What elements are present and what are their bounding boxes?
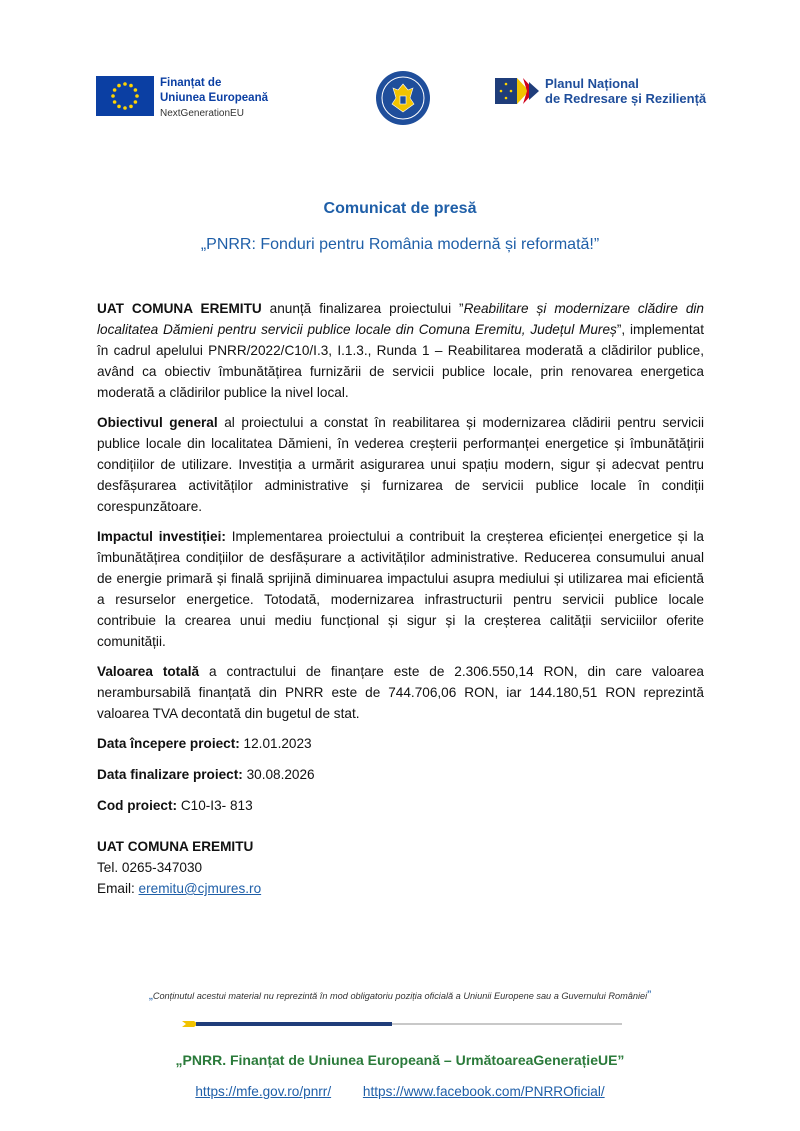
start-date-line [97, 733, 704, 754]
announcement-text-2: ”, implementat în cadrul apelului PNRR/2022/C10/I.3, I.1.3., Runda 1 – Reabilitarea moderată a clădirilor publice, având ca obiectiv îmbunătățirea furnizării de servicii publice locale, prin renovarea energetica moderată a clădirilor publice la nivel local. [97, 322, 704, 400]
objective-lead: Obiectivul general [97, 415, 218, 430]
press-release-body [97, 298, 704, 826]
end-date-line [97, 764, 704, 785]
paragraph-impact [97, 526, 704, 652]
value-text: a contractului de finanțare este de 2.306.550,14 RON, din care valoarea nerambursabilă finanțată din PNRR este de 744.706,06 RON, iar 144.180,51 RON reprezintă valoarea TVA decontată din bugetul de stat. [97, 664, 704, 721]
end-date-label: Data finalizare proiect: [97, 767, 243, 782]
contact-email-label: Email: [97, 881, 139, 896]
value-lead: Valoarea totală [97, 664, 200, 679]
end-date-value: 30.08.2026 [242, 767, 315, 782]
facebook-pnrr-link[interactable]: https://www.facebook.com/PNRROficial/ [362, 1084, 605, 1099]
footer-links [0, 1084, 800, 1099]
footer-color-bar [182, 1021, 622, 1027]
project-title: Reabilitare și modernizare clădire din localitatea Dămieni pentru servicii publice locale din Comuna Eremitu, Județul Mureș [97, 301, 704, 337]
announcement-lead: UAT COMUNA EREMITU [97, 301, 262, 316]
impact-text: Implementarea proiectului a contribuit la creșterea eficienței energetice și la îmbunătățirea condițiilor de desfășurare a activităților administrative. Reducerea consumului anual de energie primară și finală sprijină diminuarea impactului asupra mediului și utilizarea mai eficientă a resurselor energetice. Totodată, modernizarea infrastructurii pentru servicii publice locale contribuie la crearea unui mediu funcțional și sigur și la creșterea calității serviciilor oferite comunității. [97, 529, 704, 649]
romanian-government-seal-icon [375, 70, 431, 126]
start-date-label: Data începere proiect: [97, 736, 240, 751]
project-code-line [97, 795, 704, 816]
contact-block [97, 836, 261, 899]
announcement-text-1: anunță finalizarea proiectului ” [261, 301, 464, 316]
pnrr-logo [495, 76, 706, 106]
pnrr-arrow-icon [495, 76, 541, 106]
eu-logo-line3: NextGenerationEU [160, 108, 244, 119]
disclaimer-text: Conținutul acestui material nu reprezintă în mod obligatoriu poziția oficială a Uniunii Europene sau a Guvernului României [152, 991, 648, 1001]
disclaimer [0, 988, 800, 1002]
pnrr-logo-line2: de Redresare și Reziliență [545, 91, 707, 106]
eu-flag-icon [96, 76, 154, 116]
page-title: Comunicat de presă [323, 200, 477, 217]
eu-logo-line2: Uniunea Europeană [160, 92, 268, 104]
paragraph-announcement [97, 298, 704, 403]
pnrr-logo-text [545, 76, 706, 106]
logo-header [0, 68, 800, 128]
page-subtitle: „PNRR: Fonduri pentru România modernă și reformată!” [200, 236, 600, 253]
objective-text: al proiectului a constat în reabilitarea și modernizarea clădirii pentru servicii publice locale din localitatea Dămieni, în vederea creșterii performanței energetice și îmbunătățirii condițiilor de utilizare. Investiția a urmărit asigurarea unui spațiu modern, sigur și adecvat pentru desfășurarea activităților administrative și furnizarea de servicii publice locale în condiții corespunzătoare. [97, 415, 704, 514]
contact-email-link[interactable]: eremitu@cjmures.ro [138, 881, 262, 896]
contact-phone: Tel. 0265-347030 [97, 860, 203, 875]
footer-slogan: „PNRR. Finanțat de Uniunea Europeană – UrmătoareaGenerațieUE” [175, 1052, 625, 1068]
eu-logo-text [160, 76, 268, 121]
paragraph-value [97, 661, 704, 724]
contact-org: UAT COMUNA EREMITU [97, 839, 254, 854]
paragraph-objective [97, 412, 704, 517]
start-date-value: 12.01.2023 [239, 736, 312, 751]
disclaimer-close-quote: ” [647, 988, 652, 1002]
disclaimer-open-quote: „ [148, 988, 153, 1002]
contact-email-line [97, 878, 261, 899]
pnrr-logo-line1: Planul Național [545, 76, 639, 91]
project-code-value: C10-I3- 813 [177, 798, 253, 813]
impact-lead: Impactul investiției: [97, 529, 226, 544]
project-code-label: Cod proiect: [97, 798, 178, 813]
eu-logo-line1: Finanțat de [160, 77, 222, 89]
eu-funding-logo [96, 76, 268, 121]
mfe-pnrr-link[interactable]: https://mfe.gov.ro/pnrr/ [195, 1084, 332, 1099]
